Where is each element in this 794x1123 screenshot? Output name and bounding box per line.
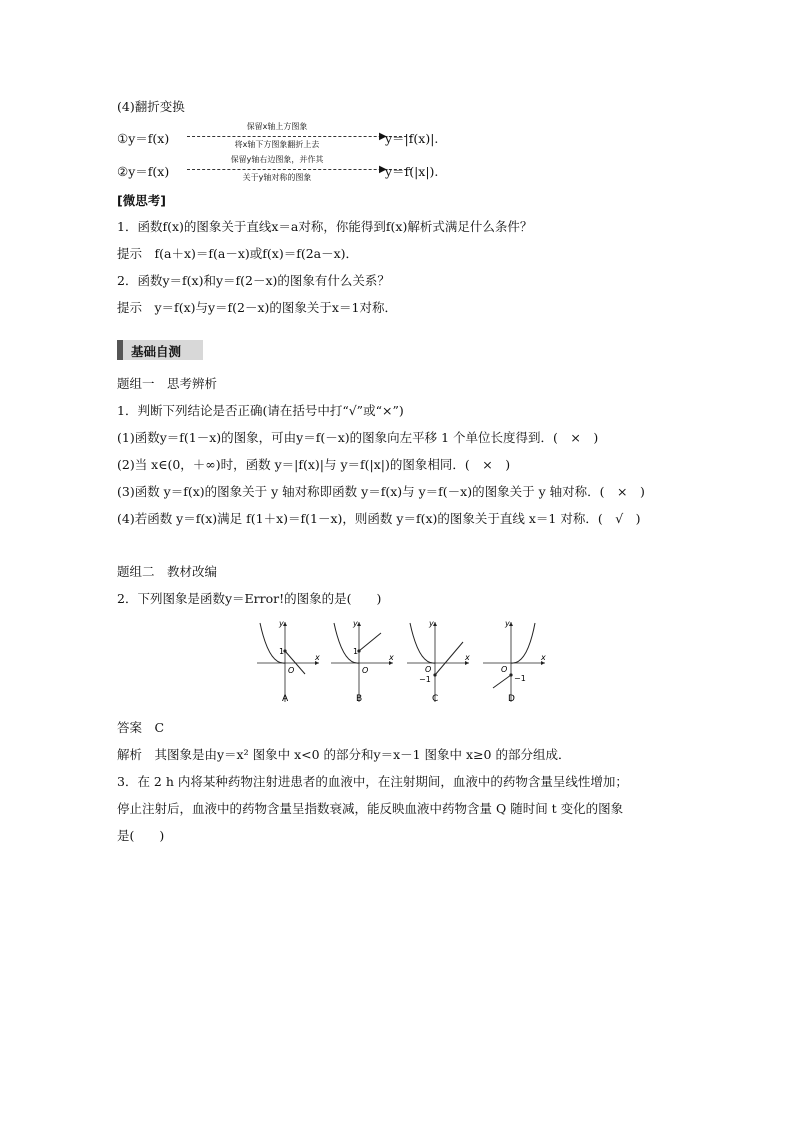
figure-label: C	[432, 694, 439, 704]
micro-question-2: 2．函数y＝f(x)和y＝f(2－x)的图象有什么关系？	[117, 273, 390, 288]
tick-neg-one-label: −1	[514, 674, 526, 683]
section-title: (4)翻折变换	[117, 99, 185, 114]
rule2-caption-top: 保留y轴右边图象，并作其	[217, 154, 337, 165]
section-tag	[117, 340, 203, 360]
problem-3-line-2: 停止注射后，血液中的药物含量呈指数衰减，能反映血液中药物含量 Q 随时间 t 变化的图象	[117, 801, 624, 816]
figure-a	[257, 620, 320, 704]
answer-figures	[255, 620, 555, 710]
analysis-line: 解析 其图象是由y＝x² 图象中 x<0 的部分和y＝x－1 图象中 x≥0 的部分组成．	[117, 747, 571, 762]
arrow-head-icon: ▶	[379, 164, 387, 175]
rule2-lhs: ②y＝f(x)	[117, 164, 170, 179]
rule2-rhs: y＝f(|x|).	[385, 164, 439, 179]
axis-x-label: x	[315, 653, 320, 662]
flip-rule-1	[117, 122, 577, 152]
rule1-caption-bottom: 将x轴下方图象翻折上去	[217, 139, 337, 150]
axis-y-label: y	[505, 620, 510, 628]
problem-1-item: (1)函数y＝f(1－x)的图象，可由y＝f(－x)的图象向左平移 1 个单位长度得到．( × )	[117, 430, 599, 445]
figure-c	[407, 620, 470, 704]
problem-1-stem: 1．判断下列结论是否正确(请在括号中打“√”或“×”)	[117, 403, 404, 418]
micro-hint-2: 提示 y＝f(x)与y＝f(2－x)的图象关于x＝1对称．	[117, 300, 397, 315]
rule1-caption-top: 保留x轴上方图象	[217, 121, 337, 132]
origin-label: O	[362, 666, 369, 675]
group-1-title: 题组一 思考辨析	[117, 376, 218, 391]
micro-question-1: 1．函数f(x)的图象关于直线x＝a对称，你能得到f(x)解析式满足什么条件？	[117, 219, 533, 234]
axis-y-label: y	[279, 620, 284, 628]
axis-x-label: x	[541, 653, 546, 662]
axis-y-label: y	[353, 620, 358, 628]
rule1-rhs: y＝|f(x)|.	[385, 131, 439, 146]
axis-y-label: y	[429, 620, 434, 628]
problem-1-item: (2)当 x∈(0，＋∞)时，函数 y＝|f(x)|与 y＝f(|x|)的图象相同．( × )	[117, 457, 511, 472]
problem-1-item: (3)函数 y＝f(x)的图象关于 y 轴对称即函数 y＝f(x)与 y＝f(－x)的图象关于 y 轴对称．( × )	[117, 484, 645, 499]
section-tag-label: 基础自测	[131, 344, 182, 359]
problem-3-line-3: 是( )	[117, 828, 165, 843]
figure-label: A	[282, 694, 289, 704]
figure-label: D	[508, 694, 515, 704]
figure-d	[483, 620, 546, 704]
rule2-caption-bottom: 关于y轴对称的图象	[217, 172, 337, 183]
figure-b	[331, 620, 394, 704]
arrow-head-icon: ▶	[379, 131, 387, 142]
tick-one-label: 1	[279, 647, 285, 656]
origin-label: O	[501, 665, 508, 674]
origin-label: O	[288, 666, 295, 675]
tick-neg-one-label: −1	[419, 675, 431, 684]
problem-2-stem: 2．下列图象是函数y＝Error!的图象的是( )	[117, 591, 382, 606]
problem-3-line-1: 3．在 2 h 内将某种药物注射进患者的血液中，在注射期间，血液中的药物含量呈线性增加；	[117, 774, 628, 789]
micro-hint-1: 提示 f(a＋x)＝f(a－x)或f(x)＝f(2a－x)．	[117, 246, 359, 261]
problem-1-item: (4)若函数 y＝f(x)满足 f(1＋x)＝f(1－x)，则函数 y＝f(x)的图象关于直线 x＝1 对称．( √ )	[117, 511, 641, 526]
axis-x-label: x	[389, 653, 394, 662]
micro-think-title: [微思考]	[117, 193, 166, 208]
answer-line: 答案 C	[117, 720, 165, 735]
group-2-title: 题组二 教材改编	[117, 564, 218, 579]
axis-x-label: x	[465, 653, 470, 662]
flip-rule-2	[117, 155, 577, 185]
origin-label: O	[425, 665, 432, 674]
figure-label: B	[356, 694, 363, 704]
rule1-lhs: ①y＝f(x)	[117, 131, 170, 146]
tick-one-label: 1	[353, 647, 359, 656]
